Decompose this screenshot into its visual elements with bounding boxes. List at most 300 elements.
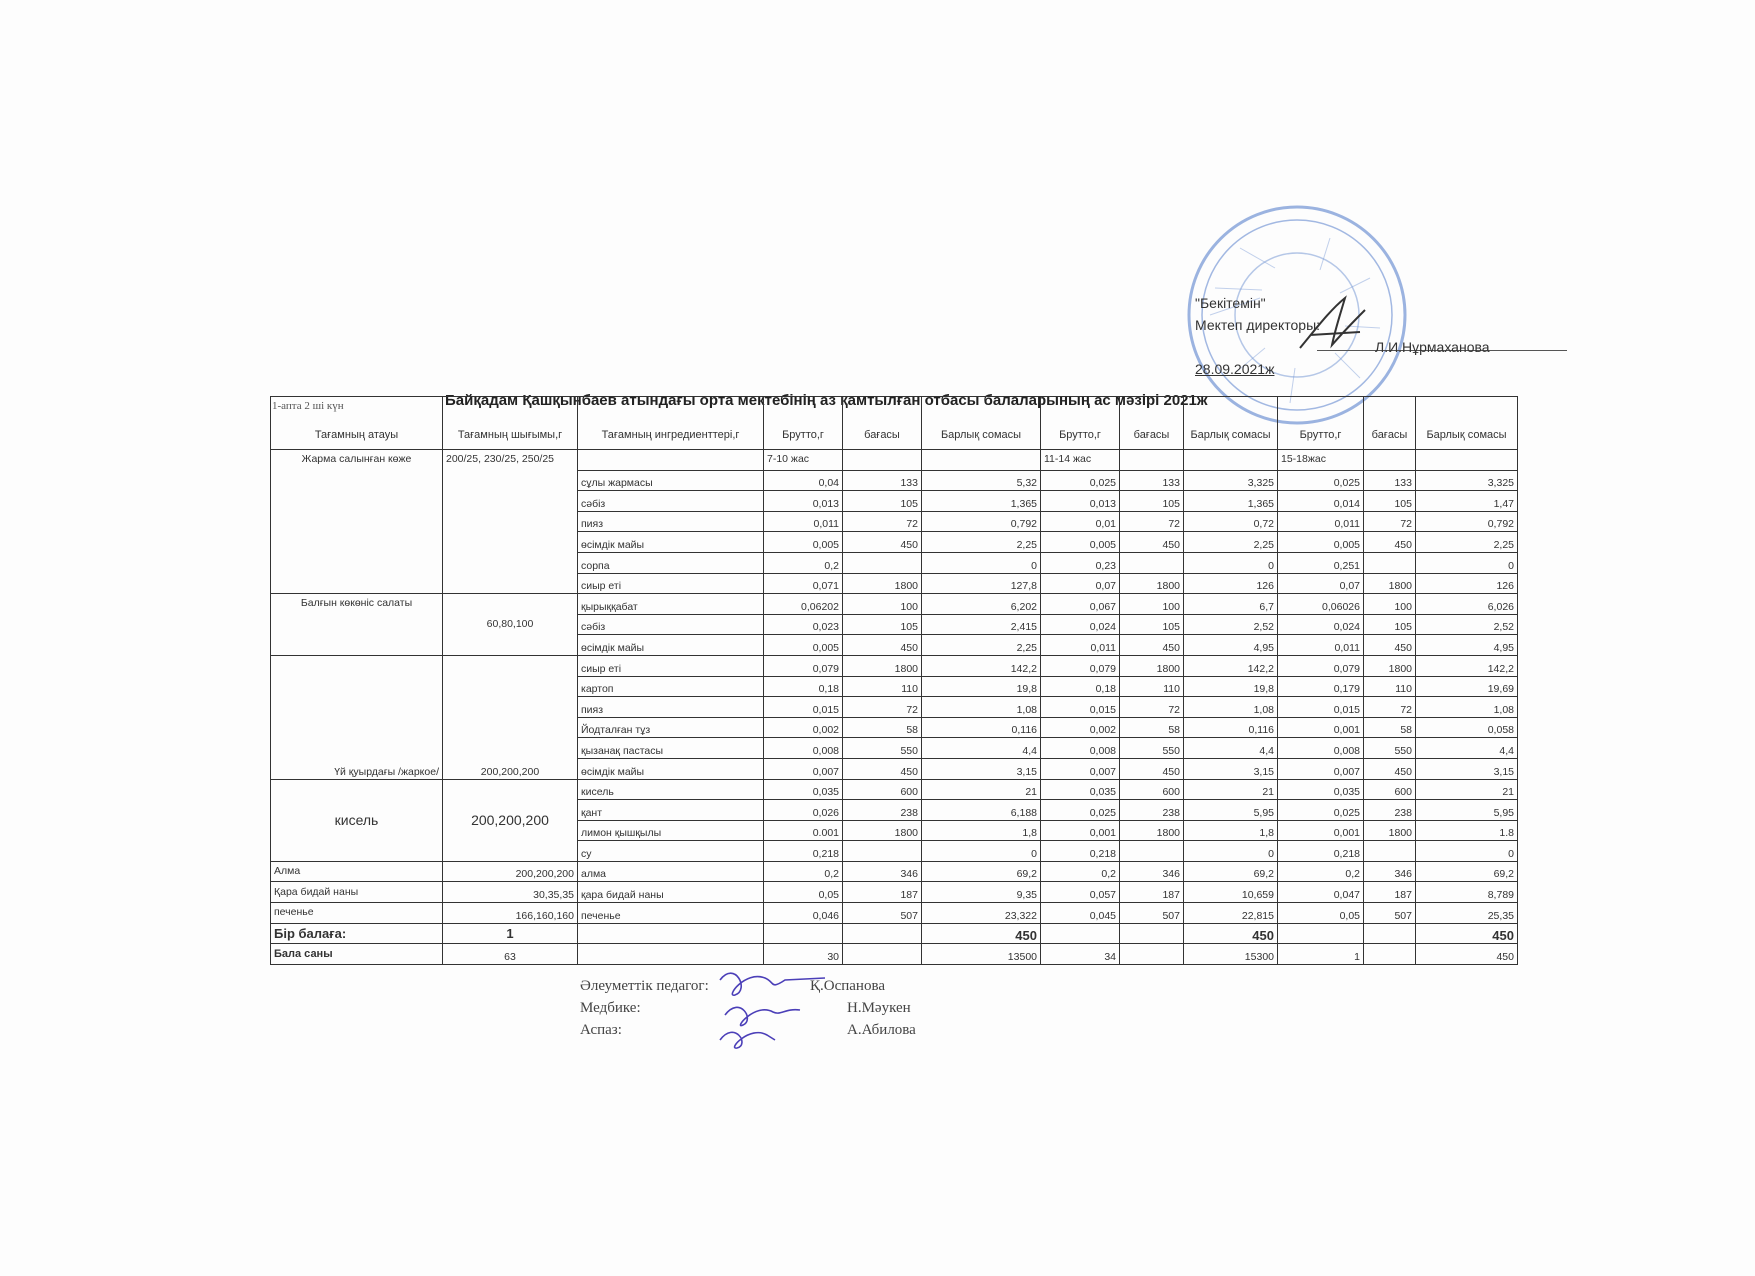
- ingredient-name: печенье: [578, 903, 764, 924]
- header-ingredients: Тағамның ингредиенттері,г: [578, 397, 764, 450]
- table-row: [271, 655, 1518, 676]
- price-value: 600: [1120, 779, 1184, 800]
- header-total: Барлық сомасы: [922, 397, 1041, 450]
- brutto-value: 0,002: [1041, 717, 1120, 738]
- ingredient-name: Йодталған тұз: [578, 717, 764, 738]
- total-value: 0: [1184, 841, 1278, 862]
- empty-cell: [578, 450, 764, 471]
- total-value: 3,15: [1416, 758, 1518, 779]
- brutto-value: 0,011: [1278, 635, 1364, 656]
- table-row: [271, 779, 1518, 800]
- ingredient-name: өсімдік майы: [578, 635, 764, 656]
- children-count-value: 63: [443, 944, 578, 965]
- brutto-value: 0,008: [764, 738, 843, 759]
- ingredient-name: су: [578, 841, 764, 862]
- ingredient-name: сиыр еті: [578, 573, 764, 594]
- total-value: 9,35: [922, 882, 1041, 903]
- per-child-total: 450: [1416, 923, 1518, 944]
- empty-cell: [1120, 923, 1184, 944]
- group-children-count: 1: [1278, 944, 1364, 965]
- total-value: 4,95: [1184, 635, 1278, 656]
- price-value: 450: [843, 635, 922, 656]
- total-value: 1,08: [1184, 697, 1278, 718]
- signature-row: [580, 1000, 1000, 1022]
- ingredient-name: сорпа: [578, 552, 764, 573]
- price-value: 105: [843, 491, 922, 512]
- brutto-value: 0,179: [1278, 676, 1364, 697]
- price-value: 346: [1364, 861, 1416, 882]
- empty-cell: [922, 450, 1041, 471]
- total-value: 1,8: [922, 820, 1041, 841]
- price-value: 507: [1364, 903, 1416, 924]
- price-value: 105: [1120, 491, 1184, 512]
- dish-name: Жарма салынған көже: [271, 450, 443, 594]
- total-value: 10,659: [1184, 882, 1278, 903]
- staff-signatures: [580, 978, 1000, 1044]
- total-value: 1,08: [1416, 697, 1518, 718]
- brutto-value: 0,007: [1278, 758, 1364, 779]
- brutto-value: 0,001: [1278, 717, 1364, 738]
- group-total-sum: 15300: [1184, 944, 1278, 965]
- ingredient-name: пияз: [578, 697, 764, 718]
- brutto-value: 0,06202: [764, 594, 843, 615]
- total-value: 0: [1416, 552, 1518, 573]
- price-value: 105: [1364, 614, 1416, 635]
- empty-cell: [1416, 450, 1518, 471]
- brutto-value: 0,067: [1041, 594, 1120, 615]
- price-value: [843, 841, 922, 862]
- brutto-value: 0,07: [1278, 573, 1364, 594]
- total-value: 23,322: [922, 903, 1041, 924]
- header-brutto: Брутто,г: [764, 397, 843, 450]
- brutto-value: 0,035: [1278, 779, 1364, 800]
- table-row: [271, 903, 1518, 924]
- total-value: 142,2: [1416, 655, 1518, 676]
- price-value: 72: [843, 697, 922, 718]
- signature-name: Қ.Оспанова: [810, 978, 885, 994]
- ingredient-name: қызанақ пастасы: [578, 738, 764, 759]
- price-value: 450: [1120, 635, 1184, 656]
- price-value: 1800: [1120, 820, 1184, 841]
- brutto-value: 0,024: [1278, 614, 1364, 635]
- ingredient-name: өсімдік майы: [578, 532, 764, 553]
- per-child-total: 450: [922, 923, 1041, 944]
- price-value: 58: [843, 717, 922, 738]
- price-value: 238: [1364, 800, 1416, 821]
- dish-yield: 200,200,200: [443, 779, 578, 861]
- empty-cell: [1120, 944, 1184, 965]
- brutto-value: 0,079: [1278, 655, 1364, 676]
- total-value: 69,2: [1184, 861, 1278, 882]
- price-value: 110: [1120, 676, 1184, 697]
- empty-cell: [764, 923, 843, 944]
- brutto-value: 0,011: [1278, 511, 1364, 532]
- total-value: 0: [1184, 552, 1278, 573]
- ingredient-name: сиыр еті: [578, 655, 764, 676]
- brutto-value: 0,015: [1041, 697, 1120, 718]
- brutto-value: 0,218: [1041, 841, 1120, 862]
- brutto-value: 0,013: [764, 491, 843, 512]
- total-value: 0,792: [922, 511, 1041, 532]
- price-value: 105: [1364, 491, 1416, 512]
- price-value: [843, 552, 922, 573]
- brutto-value: 0,2: [1041, 861, 1120, 882]
- empty-cell: [1041, 923, 1120, 944]
- total-value: 3,325: [1184, 470, 1278, 491]
- brutto-value: 0,023: [764, 614, 843, 635]
- total-value: 69,2: [922, 861, 1041, 882]
- price-value: 133: [843, 470, 922, 491]
- brutto-value: 0,218: [1278, 841, 1364, 862]
- brutto-value: 0,079: [1041, 655, 1120, 676]
- price-value: 58: [1120, 717, 1184, 738]
- brutto-value: 0,025: [1278, 470, 1364, 491]
- price-value: 187: [843, 882, 922, 903]
- total-value: 3,15: [922, 758, 1041, 779]
- total-value: 126: [1184, 573, 1278, 594]
- total-value: 6,7: [1184, 594, 1278, 615]
- empty-cell: [1184, 450, 1278, 471]
- brutto-value: 0,18: [1041, 676, 1120, 697]
- price-value: 133: [1364, 470, 1416, 491]
- price-value: 72: [843, 511, 922, 532]
- total-value: 5,95: [1184, 800, 1278, 821]
- price-value: 110: [1364, 676, 1416, 697]
- price-value: 600: [843, 779, 922, 800]
- ingredient-name: қырыққабат: [578, 594, 764, 615]
- brutto-value: 0,046: [764, 903, 843, 924]
- header-brutto: Брутто,г: [1278, 397, 1364, 450]
- price-value: 238: [843, 800, 922, 821]
- header-total: Барлық сомасы: [1416, 397, 1518, 450]
- price-value: 72: [1364, 511, 1416, 532]
- price-value: 550: [1120, 738, 1184, 759]
- price-value: 187: [1364, 882, 1416, 903]
- brutto-value: 0,007: [1041, 758, 1120, 779]
- total-value: 2,25: [1416, 532, 1518, 553]
- dish-name: Алма: [271, 861, 443, 882]
- price-value: 550: [843, 738, 922, 759]
- signature-role: Аспаз:: [580, 1022, 622, 1038]
- brutto-value: 0,005: [764, 532, 843, 553]
- total-value: 69,2: [1416, 861, 1518, 882]
- approval-heading: "Бекітемін": [1195, 295, 1266, 311]
- brutto-value: 0,05: [1278, 903, 1364, 924]
- per-child-row: [271, 923, 1518, 944]
- approval-director-name: Л.И.Нұрмаханова: [1375, 339, 1490, 355]
- total-value: 2,25: [922, 532, 1041, 553]
- ingredient-name: кисель: [578, 779, 764, 800]
- brutto-value: 0,07: [1041, 573, 1120, 594]
- brutto-value: 0,011: [1041, 635, 1120, 656]
- total-value: 0,116: [1184, 717, 1278, 738]
- signature-role: Әлеуметтік педагог:: [580, 978, 709, 994]
- brutto-value: 0,035: [1041, 779, 1120, 800]
- group-total-sum: 450: [1416, 944, 1518, 965]
- total-value: 2,25: [922, 635, 1041, 656]
- brutto-value: 0,001: [1041, 820, 1120, 841]
- price-value: [1364, 841, 1416, 862]
- price-value: 450: [1120, 758, 1184, 779]
- brutto-value: 0,024: [1041, 614, 1120, 635]
- total-value: 127,8: [922, 573, 1041, 594]
- header-brutto: Брутто,г: [1041, 397, 1120, 450]
- total-value: 142,2: [1184, 655, 1278, 676]
- empty-cell: [1120, 450, 1184, 471]
- signature-row: [580, 978, 1000, 1000]
- price-value: 550: [1364, 738, 1416, 759]
- brutto-value: 0,18: [764, 676, 843, 697]
- signature-name: Н.Мәукен: [847, 1000, 911, 1016]
- total-value: 1,365: [922, 491, 1041, 512]
- dish-name: печенье: [271, 903, 443, 924]
- total-value: 6,026: [1416, 594, 1518, 615]
- brutto-value: 0,035: [764, 779, 843, 800]
- age-group-label: 7-10 жас: [764, 450, 843, 471]
- brutto-value: 0,011: [764, 511, 843, 532]
- total-value: 0,058: [1416, 717, 1518, 738]
- children-count-label: Бала саны: [271, 944, 443, 965]
- price-value: 1800: [843, 820, 922, 841]
- empty-cell: [578, 923, 764, 944]
- total-value: 0: [1416, 841, 1518, 862]
- per-child-value: 1: [443, 923, 578, 944]
- signature-row: [580, 1022, 1000, 1044]
- empty-cell: [843, 944, 922, 965]
- price-value: 100: [843, 594, 922, 615]
- total-value: 0: [922, 552, 1041, 573]
- price-value: 450: [843, 758, 922, 779]
- total-value: 1,8: [1184, 820, 1278, 841]
- total-value: 4,4: [1416, 738, 1518, 759]
- brutto-value: 0,005: [1278, 532, 1364, 553]
- total-value: 21: [1184, 779, 1278, 800]
- price-value: 346: [1120, 861, 1184, 882]
- price-value: 1800: [1364, 820, 1416, 841]
- brutto-value: 0,23: [1041, 552, 1120, 573]
- total-value: 2,52: [1184, 614, 1278, 635]
- price-value: 110: [843, 676, 922, 697]
- dish-yield: 200/25, 230/25, 250/25: [443, 450, 578, 594]
- table-row: [271, 861, 1518, 882]
- total-value: 21: [1416, 779, 1518, 800]
- brutto-value: 0,079: [764, 655, 843, 676]
- menu-table-body: [271, 450, 1518, 965]
- total-value: 1,47: [1416, 491, 1518, 512]
- brutto-value: 0,2: [1278, 861, 1364, 882]
- dish-name: Үй қуырдағы /жаркое/: [271, 655, 443, 779]
- brutto-value: 0,005: [1041, 532, 1120, 553]
- age-group-label: 11-14 жас: [1041, 450, 1120, 471]
- price-value: [1120, 552, 1184, 573]
- brutto-value: 0,013: [1041, 491, 1120, 512]
- brutto-value: 0,015: [1278, 697, 1364, 718]
- brutto-value: 0,008: [1278, 738, 1364, 759]
- age-group-label: 15-18жас: [1278, 450, 1364, 471]
- age-group-row: [271, 450, 1518, 471]
- signature-role: Медбике:: [580, 1000, 641, 1016]
- ingredient-name: алма: [578, 861, 764, 882]
- dish-yield: 200,200,200: [443, 655, 578, 779]
- brutto-value: 0,01: [1041, 511, 1120, 532]
- dish-yield: 30,35,35: [443, 882, 578, 903]
- header-price: бағасы: [1364, 397, 1416, 450]
- dish-name: кисель: [271, 779, 443, 861]
- price-value: 1800: [1120, 573, 1184, 594]
- group-total-sum: 13500: [922, 944, 1041, 965]
- approval-director-label: Мектеп директоры:: [1195, 317, 1321, 333]
- price-value: 72: [1120, 511, 1184, 532]
- price-value: 58: [1364, 717, 1416, 738]
- total-value: 0,792: [1416, 511, 1518, 532]
- price-value: [1120, 841, 1184, 862]
- ingredient-name: сұлы жармасы: [578, 470, 764, 491]
- ingredient-name: картоп: [578, 676, 764, 697]
- total-value: 3,325: [1416, 470, 1518, 491]
- brutto-value: 0,001: [1278, 820, 1364, 841]
- ingredient-name: қара бидай наны: [578, 882, 764, 903]
- brutto-value: 0,007: [764, 758, 843, 779]
- total-value: 6,188: [922, 800, 1041, 821]
- total-value: 0: [922, 841, 1041, 862]
- price-value: 1800: [1364, 573, 1416, 594]
- total-value: 4,4: [1184, 738, 1278, 759]
- brutto-value: 0,025: [1278, 800, 1364, 821]
- total-value: 2,415: [922, 614, 1041, 635]
- total-value: 5,32: [922, 470, 1041, 491]
- brutto-value: 0,025: [1041, 800, 1120, 821]
- total-value: 1.8: [1416, 820, 1518, 841]
- total-value: 0,116: [922, 717, 1041, 738]
- dish-yield: 166,160,160: [443, 903, 578, 924]
- ingredient-name: сәбіз: [578, 614, 764, 635]
- price-value: 238: [1120, 800, 1184, 821]
- price-value: 72: [1364, 697, 1416, 718]
- header-yield: Тағамның шығымы,г: [443, 397, 578, 450]
- total-value: 2,52: [1416, 614, 1518, 635]
- approval-date: 28.09.2021ж: [1195, 361, 1275, 377]
- total-value: 25,35: [1416, 903, 1518, 924]
- brutto-value: 0,251: [1278, 552, 1364, 573]
- dish-name: Қара бидай наны: [271, 882, 443, 903]
- price-value: [1364, 552, 1416, 573]
- brutto-value: 0,002: [764, 717, 843, 738]
- ingredient-name: сәбіз: [578, 491, 764, 512]
- table-row: [271, 882, 1518, 903]
- brutto-value: 0,218: [764, 841, 843, 862]
- brutto-value: 0,045: [1041, 903, 1120, 924]
- brutto-value: 0,008: [1041, 738, 1120, 759]
- total-value: 4,95: [1416, 635, 1518, 656]
- brutto-value: 0,047: [1278, 882, 1364, 903]
- empty-cell: [1364, 450, 1416, 471]
- ingredient-name: қант: [578, 800, 764, 821]
- brutto-value: 0,015: [764, 697, 843, 718]
- empty-cell: [1364, 923, 1416, 944]
- header-dish: Тағамның атауы: [271, 397, 443, 450]
- price-value: 1800: [843, 655, 922, 676]
- per-child-total: 450: [1184, 923, 1278, 944]
- price-value: 133: [1120, 470, 1184, 491]
- brutto-value: 0,057: [1041, 882, 1120, 903]
- price-value: 450: [1120, 532, 1184, 553]
- dish-yield: 60,80,100: [443, 594, 578, 656]
- price-value: 450: [1364, 758, 1416, 779]
- price-value: 105: [1120, 614, 1184, 635]
- week-label: 1-апта 2 ші күн: [272, 400, 344, 412]
- price-value: 1800: [1120, 655, 1184, 676]
- price-value: 1800: [843, 573, 922, 594]
- brutto-value: 0,071: [764, 573, 843, 594]
- dish-yield: 200,200,200: [443, 861, 578, 882]
- price-value: 72: [1120, 697, 1184, 718]
- price-value: 100: [1120, 594, 1184, 615]
- header-price: бағасы: [1120, 397, 1184, 450]
- total-value: 6,202: [922, 594, 1041, 615]
- price-value: 100: [1364, 594, 1416, 615]
- price-value: 507: [1120, 903, 1184, 924]
- total-value: 3,15: [1184, 758, 1278, 779]
- document-title: Байқадам Қашқынбаев атындағы орта мектебінің аз қамтылған отбасы балаларының ас мәзірі 2021ж: [445, 392, 1208, 409]
- brutto-value: 0,014: [1278, 491, 1364, 512]
- total-value: 8,789: [1416, 882, 1518, 903]
- brutto-value: 0,026: [764, 800, 843, 821]
- total-value: 1,08: [922, 697, 1041, 718]
- price-value: 450: [843, 532, 922, 553]
- approval-block: [1195, 292, 1490, 377]
- price-value: 1800: [1364, 655, 1416, 676]
- header-total: Барлық сомасы: [1184, 397, 1278, 450]
- total-value: 21: [922, 779, 1041, 800]
- brutto-value: 0,005: [764, 635, 843, 656]
- total-value: 22,815: [1184, 903, 1278, 924]
- price-value: 450: [1364, 532, 1416, 553]
- total-value: 142,2: [922, 655, 1041, 676]
- empty-cell: [1278, 923, 1364, 944]
- total-value: 19,8: [922, 676, 1041, 697]
- price-value: 187: [1120, 882, 1184, 903]
- total-value: 19,69: [1416, 676, 1518, 697]
- children-count-row: [271, 944, 1518, 965]
- ingredient-name: лимон қышқылы: [578, 820, 764, 841]
- brutto-value: 0,025: [1041, 470, 1120, 491]
- total-value: 126: [1416, 573, 1518, 594]
- total-value: 4,4: [922, 738, 1041, 759]
- brutto-value: 0,2: [764, 861, 843, 882]
- total-value: 0,72: [1184, 511, 1278, 532]
- menu-table: [270, 396, 1518, 965]
- price-value: 346: [843, 861, 922, 882]
- price-value: 450: [1364, 635, 1416, 656]
- brutto-value: 0,2: [764, 552, 843, 573]
- price-value: 105: [843, 614, 922, 635]
- dish-name: Балғын көкөніс салаты: [271, 594, 443, 656]
- signature-name: А.Абилова: [847, 1022, 916, 1038]
- group-children-count: 30: [764, 944, 843, 965]
- group-children-count: 34: [1041, 944, 1120, 965]
- empty-cell: [1364, 944, 1416, 965]
- total-value: 1,365: [1184, 491, 1278, 512]
- price-value: 507: [843, 903, 922, 924]
- header-price: бағасы: [843, 397, 922, 450]
- ingredient-name: өсімдік майы: [578, 758, 764, 779]
- table-row: [271, 594, 1518, 615]
- brutto-value: 0.001: [764, 820, 843, 841]
- empty-cell: [843, 923, 922, 944]
- total-value: 5,95: [1416, 800, 1518, 821]
- brutto-value: 0,04: [764, 470, 843, 491]
- price-value: 600: [1364, 779, 1416, 800]
